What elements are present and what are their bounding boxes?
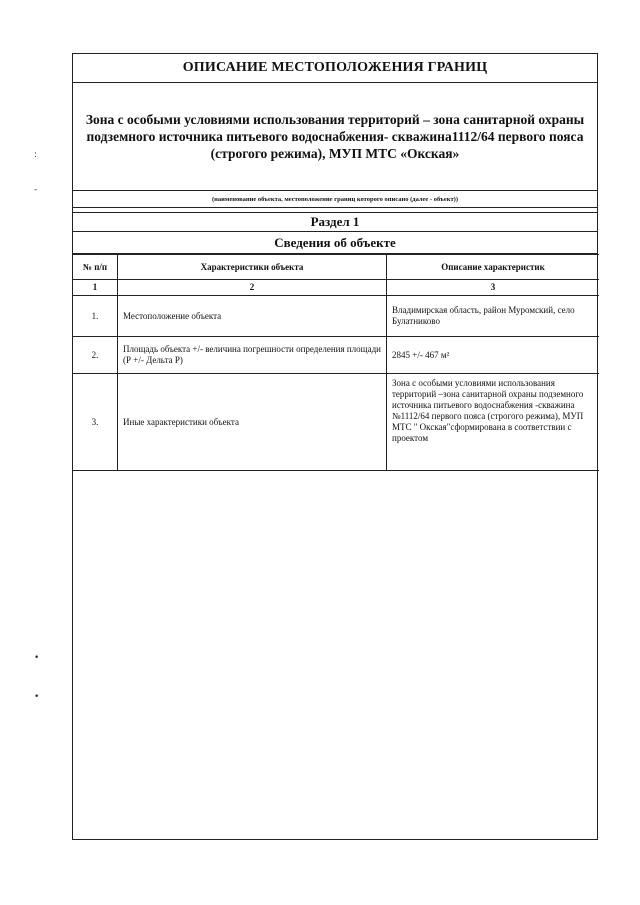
row-number: 1. [73, 296, 118, 337]
row-characteristic: Площадь объекта +/- величина погрешности определения площади (Р +/- Дельта Р) [118, 337, 387, 374]
table-row [73, 374, 599, 471]
header-cell-number: № п/п [73, 255, 118, 280]
section-subtitle: Сведения об объекте [73, 232, 597, 254]
subject-line: Зона с особыми условиями использования территорий – зона санитарной охраны [85, 112, 585, 127]
subject-line: (строгого режима), МУП МТС «Окская» [210, 146, 460, 161]
header-cell-description: Описание характеристик [387, 255, 600, 280]
column-number: 3 [387, 280, 600, 296]
row-description: Зона с особыми условиями использования территорий –зона санитарной охраны подземного источника питьевого водоснабжения -скважина №1112/64 первого пояса (строгого режима), МУП МТС " Окская"сформирована в соответствии с проектом [387, 374, 600, 471]
margin-mark: • [34, 692, 40, 702]
row-number: 2. [73, 337, 118, 374]
margin-mark: • [34, 653, 40, 663]
column-number-row [73, 280, 599, 296]
table-row [73, 337, 599, 374]
object-caption: (наименование объекта, местоположение границ которого описано (далее - объект)) [73, 191, 597, 208]
margin-mark: : [34, 150, 38, 160]
document-title: ОПИСАНИЕ МЕСТОПОЛОЖЕНИЯ ГРАНИЦ [73, 54, 597, 83]
subject-line: подземного источника питьевого водоснабжения- скважина1112/64 первого пояса [86, 129, 584, 144]
header-cell-characteristic: Характеристики объекта [118, 255, 387, 280]
row-characteristic: Иные характеристики объекта [118, 374, 387, 471]
object-info-table [73, 254, 599, 471]
table-header-row [73, 255, 599, 280]
column-number: 2 [118, 280, 387, 296]
object-subject [73, 83, 597, 191]
margin-mark: - [34, 185, 38, 195]
document-frame [72, 53, 598, 840]
column-number: 1 [73, 280, 118, 296]
row-characteristic: Местоположение объекта [118, 296, 387, 337]
row-description: 2845 +/- 467 м² [387, 337, 600, 374]
row-description: Владимирская область, район Муромский, село Булатниково [387, 296, 600, 337]
table-row [73, 296, 599, 337]
section-title: Раздел 1 [73, 213, 597, 232]
row-number: 3. [73, 374, 118, 471]
